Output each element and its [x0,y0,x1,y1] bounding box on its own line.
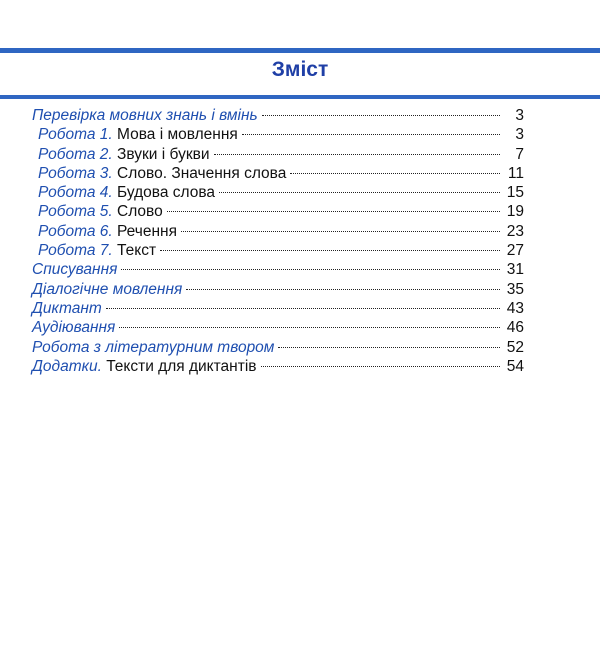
dot-leader [214,154,501,155]
toc-page-number: 31 [506,261,524,279]
toc-page-number: 35 [506,280,524,298]
dot-leader [106,308,500,309]
dot-leader [181,231,500,232]
toc-page-number: 3 [515,126,524,144]
toc-page-number: 11 [507,164,524,182]
dot-leader [278,347,500,348]
toc-entry-label: Робота 6. Речення [38,222,177,240]
page-title: Зміст [271,58,329,81]
toc-page-number: 3 [515,107,524,124]
toc-entry-label: Робота 5. Слово [38,203,163,221]
toc-entry-label: Робота 1. Мова і мовлення [38,126,238,144]
toc-entry[interactable] [0,223,600,242]
dot-leader [186,289,500,290]
toc-page-number: 27 [506,242,524,260]
toc-entry[interactable] [0,203,600,222]
toc-entry[interactable] [0,261,600,280]
dot-leader [119,327,500,328]
toc-entry-label: Робота 3. Слово. Значення слова [38,164,287,182]
toc-entry-label: Робота з літературним твором [32,338,275,356]
dot-leader [290,173,500,174]
toc-page-number: 54 [506,357,524,375]
header-top-rule [0,48,600,53]
toc-page-number: 46 [506,319,524,337]
header-bottom-rule [0,95,600,99]
toc-entry-label: Діалогічне мовлення [32,280,183,298]
toc-entry-label: Робота 7. Текст [38,242,157,260]
toc-entry[interactable] [0,126,600,145]
toc-entry-label: Робота 2. Звуки і букви [38,145,210,163]
toc-entry[interactable] [0,242,600,261]
dot-leader [160,250,500,251]
toc-page-number: 43 [506,299,524,317]
toc-entry-label: Додатки. Тексти для диктантів [32,357,257,375]
dot-leader [167,211,500,212]
dot-leader [219,192,500,193]
toc-entry-label: Робота 4. Будова слова [38,184,216,202]
toc-page-number: 15 [506,184,524,202]
toc-page-number: 19 [506,203,524,221]
toc-page-number: 7 [515,145,524,163]
toc-entry[interactable] [0,184,600,203]
toc-entry[interactable] [0,358,600,377]
toc-entry[interactable] [0,165,600,184]
toc-entry-label: Перевірка мовних знань і вмінь [32,107,258,124]
toc-page-number: 52 [506,338,524,356]
toc-entry[interactable] [0,300,600,319]
dot-leader [262,115,500,116]
dot-leader [261,366,500,367]
table-of-contents [0,107,600,377]
dot-leader [121,269,500,270]
toc-entry[interactable] [0,319,600,338]
toc-entry[interactable] [0,107,600,126]
toc-entry-label: Аудіювання [32,319,116,337]
toc-entry[interactable] [0,339,600,358]
toc-entry-label: Диктант [32,299,102,317]
toc-entry-label: Списування [32,261,118,279]
toc-entry[interactable] [0,146,600,165]
toc-page-number: 23 [506,222,524,240]
dot-leader [242,134,500,135]
toc-entry[interactable] [0,281,600,300]
